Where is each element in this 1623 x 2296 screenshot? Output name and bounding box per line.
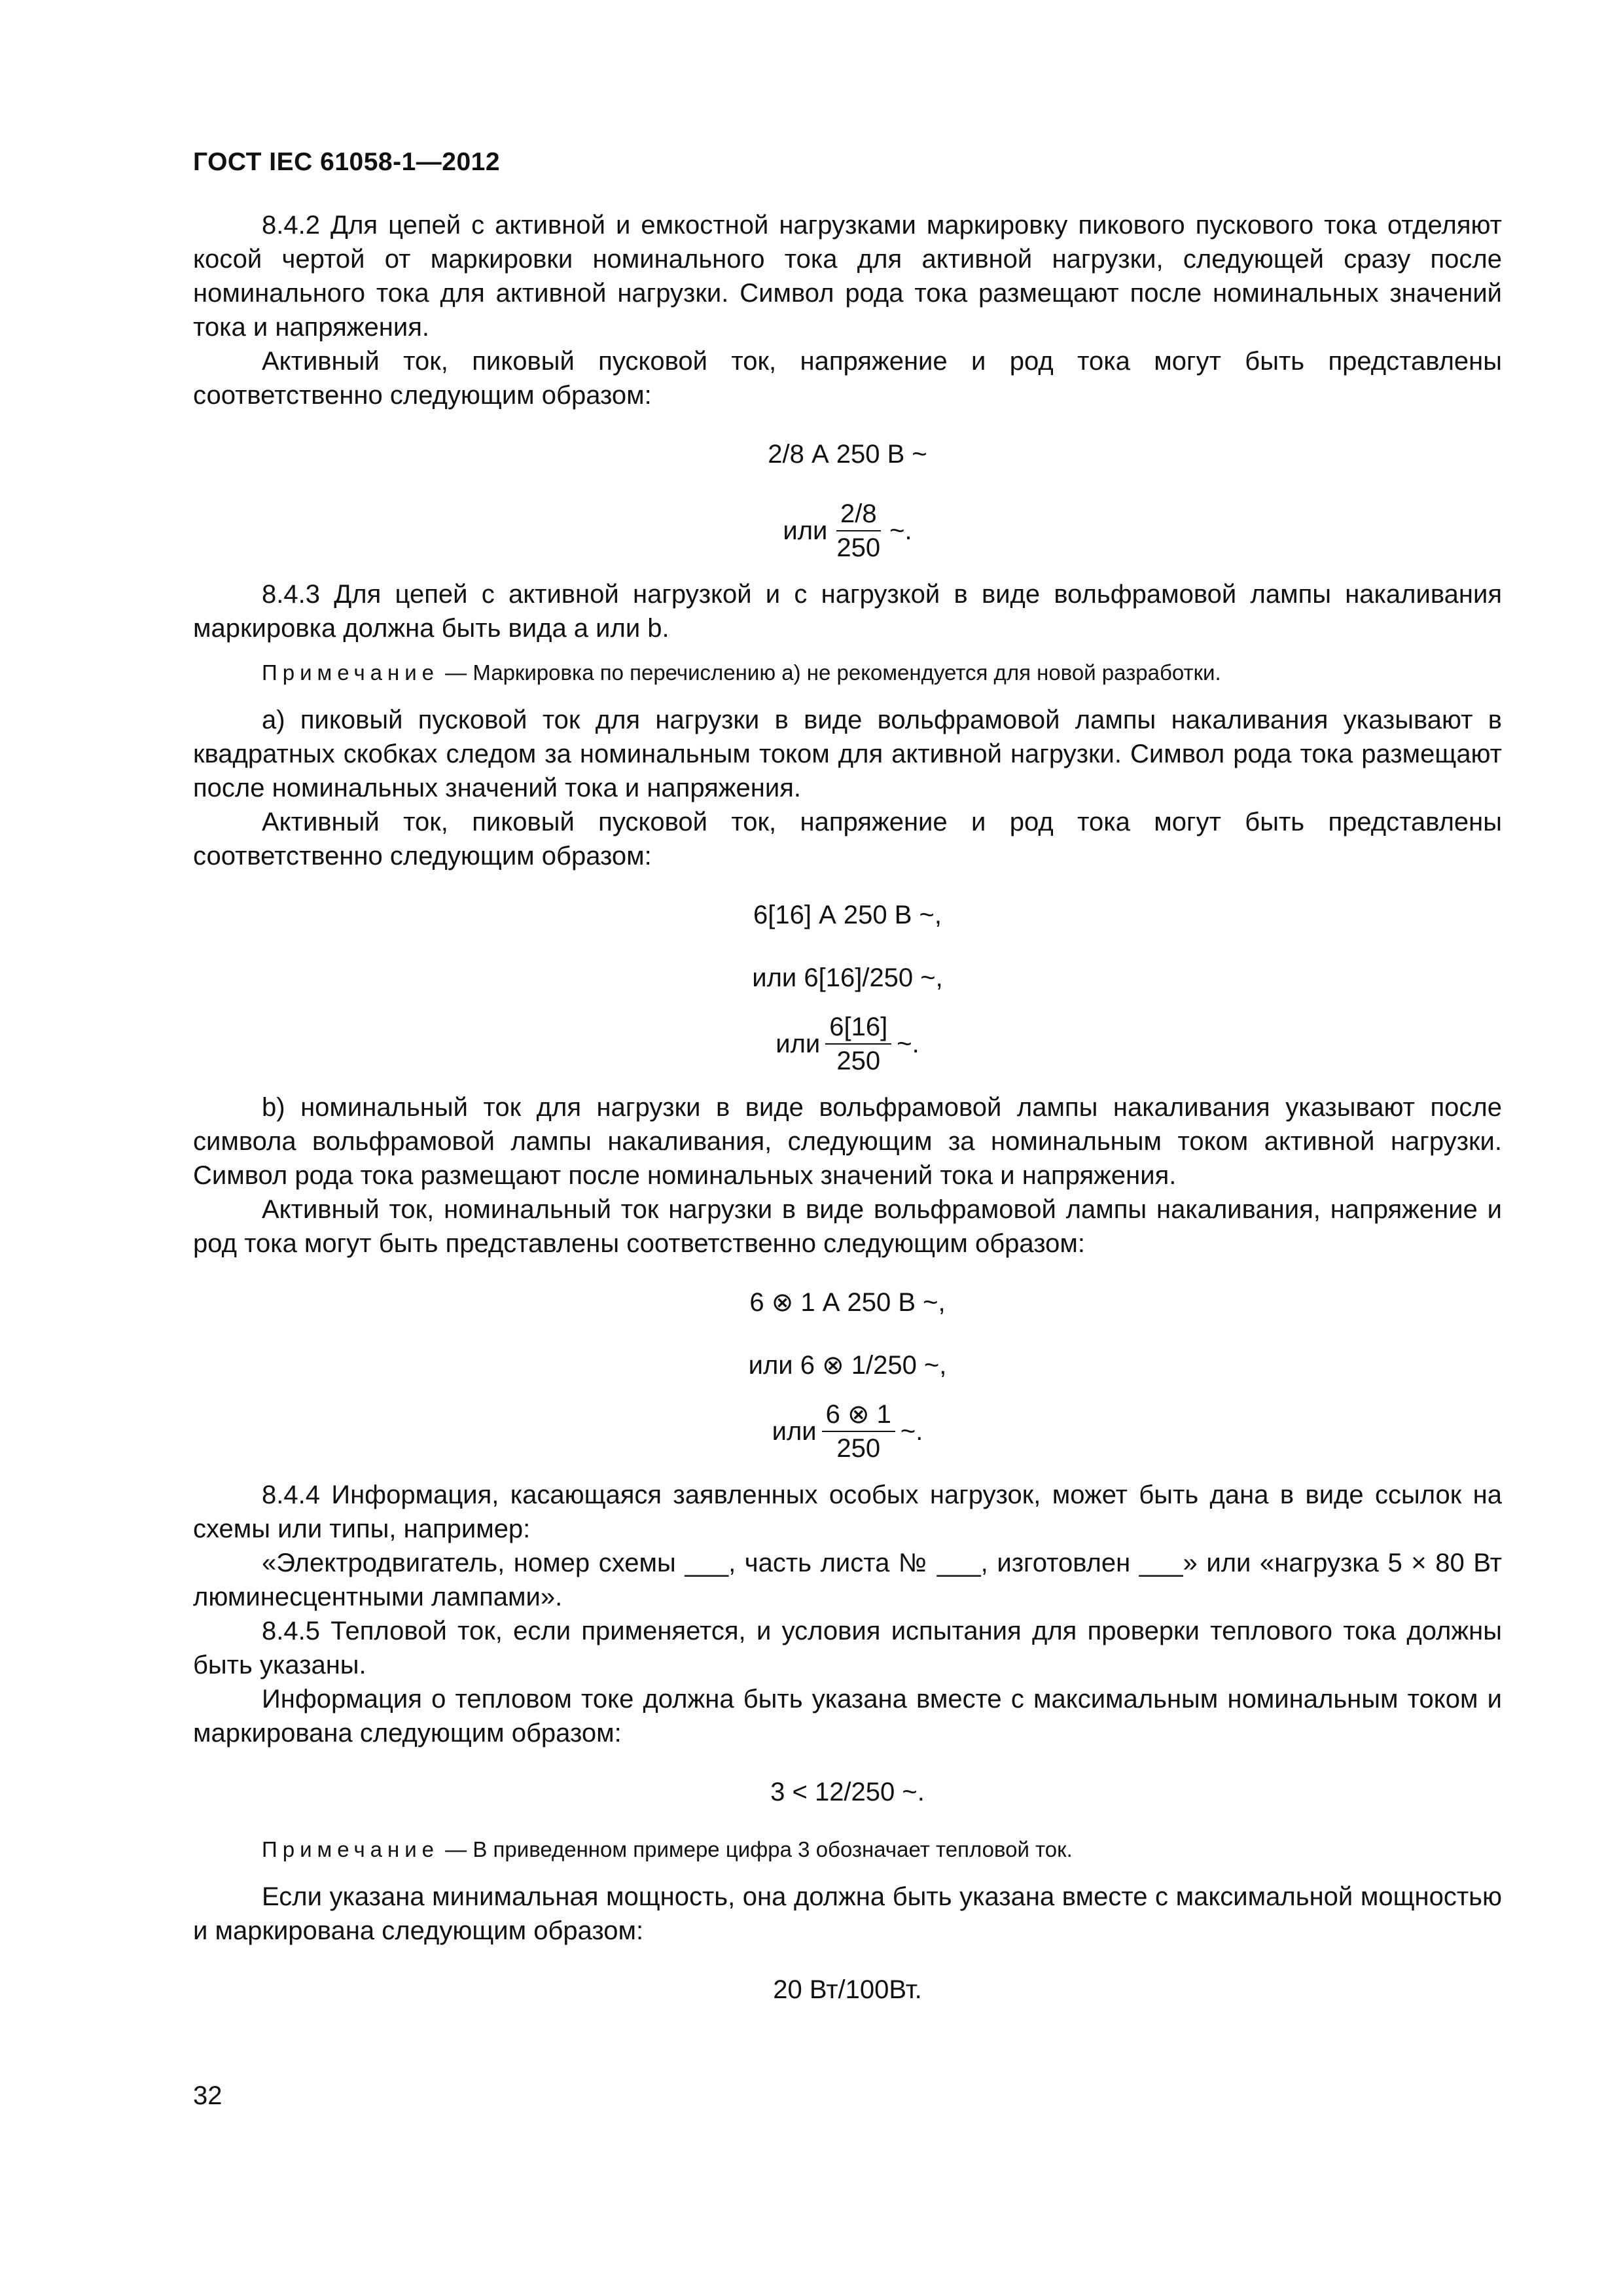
formula-suffix: ~. <box>889 516 912 545</box>
formula-thermal: 3 < 12/250 ~. <box>770 1778 925 1806</box>
fraction-numerator: 2/8 <box>836 497 881 531</box>
fraction-denominator: 250 <box>836 1434 881 1463</box>
paragraph-8-4-4: 8.4.4 Информация, касающаяся заявленных особых нагрузок, может быть дана в виде ссылок на схемы или типы, например: <box>193 1480 1502 1543</box>
formula-6-x-1-a: 6 ⊗ 1 А 250 В ~, <box>749 1288 946 1317</box>
paragraph-item-b: b) номинальный ток для нагрузки в виде вольфрамовой лампы накаливания указывают после символа вольфрамовой лампы накаливания, следующим за номинальным током активной нагрузки. Символ рода тока размещают после номинальных значений тока и напряжения. <box>193 1093 1502 1190</box>
formula-prefix: или <box>776 1029 821 1058</box>
formula-6-x-1-fraction <box>193 1398 1502 1465</box>
fraction-denominator: 250 <box>836 533 881 562</box>
formula-suffix: ~. <box>900 1416 923 1446</box>
paragraph-8-4-2: 8.4.2 Для цепей с активной и емкостной нагрузками маркировку пикового пускового тока отделяют косой чертой от маркировки номинального тока для активной нагрузки, следующей сразу после номинального тока для активной нагрузки. Символ рода тока размещают после номинальных значений тока и напряжения. <box>193 211 1502 342</box>
fraction <box>822 1398 895 1465</box>
formula-6-16-a: 6[16] А 250 В ~, <box>753 901 942 929</box>
fraction-numerator: 6[16] <box>825 1011 891 1045</box>
page-number: 32 <box>193 2081 223 2110</box>
formula-2-8-a: 2/8 А 250 В ~ <box>768 440 927 469</box>
paragraph-representation-intro: Активный ток, пиковый пусковой ток, напряжение и род тока могут быть представлены соответственно следующим образом: <box>193 347 1502 410</box>
formula-prefix: или <box>772 1416 817 1446</box>
formula-6-16-fraction <box>193 1011 1502 1077</box>
paragraph-thermal-current: Информация о тепловом токе должна быть указана вместе с максимальным номинальным током и маркирована следующим образом: <box>193 1685 1502 1748</box>
paragraph-min-power: Если указана минимальная мощность, она должна быть указана вместе с максимальной мощностью и маркирована следующим образом: <box>193 1882 1502 1945</box>
formula-prefix: или <box>783 516 828 545</box>
formula-6-16-slash: или 6[16]/250 ~, <box>752 963 943 992</box>
paragraph-representation-intro-3: Активный ток, номинальный ток нагрузки в виде вольфрамовой лампы накаливания, напряжение и род тока могут быть представлены соответственно следующим образом: <box>193 1195 1502 1258</box>
note-1 <box>193 658 1502 687</box>
note-text: — Маркировка по перечислению а) не рекомендуется для новой разработки. <box>439 660 1221 685</box>
fraction-numerator: 6 ⊗ 1 <box>822 1398 895 1432</box>
paragraph-8-4-3: 8.4.3 Для цепей с активной нагрузкой и с нагрузкой в виде вольфрамовой лампы накаливания маркировка должна быть вида a или b. <box>193 580 1502 643</box>
note-label: Примечание <box>262 1837 440 1861</box>
fraction <box>825 1011 891 1077</box>
fraction-denominator: 250 <box>836 1047 881 1075</box>
paragraph-example-load: «Электродвигатель, номер схемы ___, часть листа № ___, изготовлен ___» или «нагрузка 5 × 80 Вт люминесцентными лампами». <box>193 1549 1502 1611</box>
paragraph-8-4-5: 8.4.5 Тепловой ток, если применяется, и условия испытания для проверки теплового тока должны быть указаны. <box>193 1617 1502 1679</box>
paragraph-item-a: а) пиковый пусковой ток для нагрузки в виде вольфрамовой лампы накаливания указывают в квадратных скобках следом за номинальным током для активной нагрузки. Символ рода тока размещают после номинальных значений тока и напряжения. <box>193 706 1502 802</box>
fraction <box>832 497 884 564</box>
main-content <box>193 208 1502 2033</box>
note-text: — В приведенном примере цифра 3 обозначает тепловой ток. <box>439 1837 1073 1861</box>
formula-power: 20 Вт/100Вт. <box>773 1975 922 2004</box>
formula-6-x-1-slash: или 6 ⊗ 1/250 ~, <box>748 1351 947 1380</box>
formula-2-8-fraction <box>193 497 1502 564</box>
formula-suffix: ~. <box>897 1029 919 1058</box>
document-header: ГОСТ IEC 61058-1—2012 <box>193 148 501 176</box>
paragraph-representation-intro-2: Активный ток, пиковый пусковой ток, напряжение и род тока могут быть представлены соответственно следующим образом: <box>193 808 1502 870</box>
note-2 <box>193 1835 1502 1864</box>
note-label: Примечание <box>262 660 440 685</box>
